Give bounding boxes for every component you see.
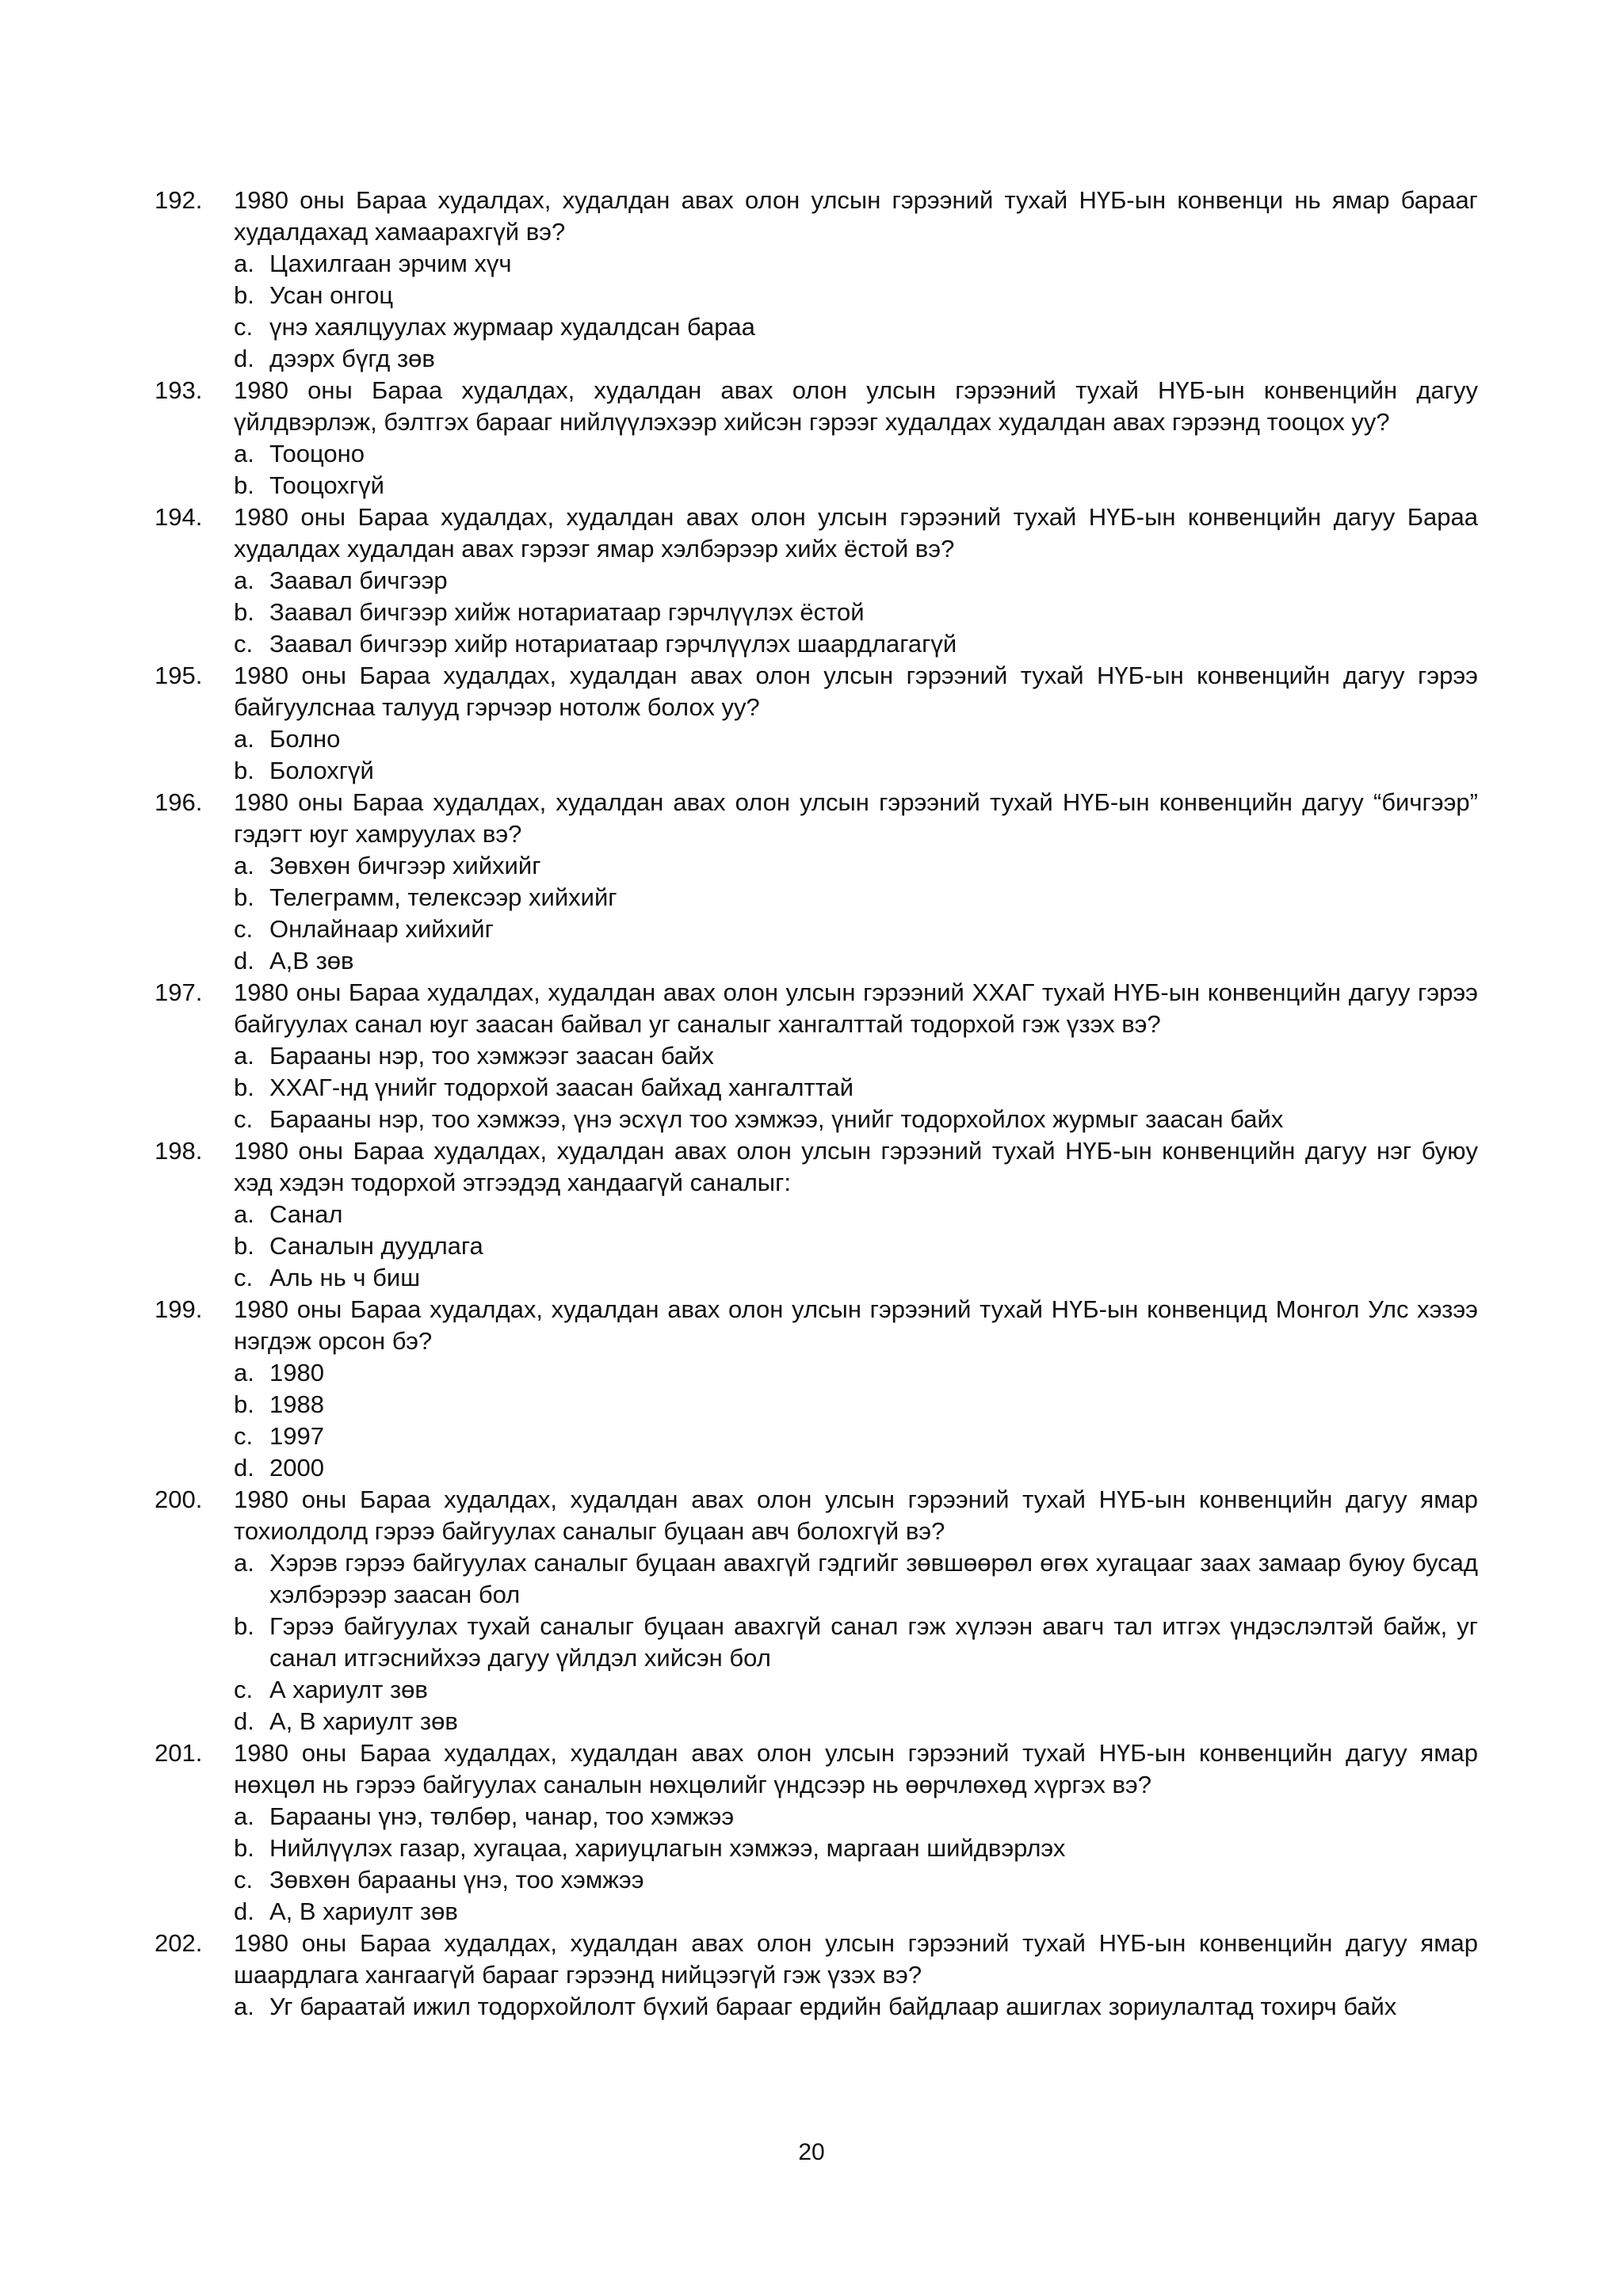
option-letter: d. (234, 1707, 254, 1735)
option-letter: c. (234, 915, 254, 943)
option-text: Заавал бичгээр хийр нотариатаар гэрчлүүлэх шаардлагагүй (269, 630, 957, 658)
answer-option (155, 1262, 1478, 1294)
answer-option (155, 1833, 1478, 1864)
answer-option (155, 1991, 1478, 2023)
option-text: Тооцохгүй (269, 471, 384, 499)
option-letter: b. (234, 883, 254, 911)
answer-option (155, 1040, 1478, 1072)
question-number: 198. (155, 1137, 203, 1165)
option-letter: b. (234, 471, 254, 499)
option-letter: b. (234, 1232, 254, 1260)
option-text: ХХАГ-нд үнийг тодорхой заасан байхад хангалттай (269, 1074, 854, 1101)
answer-options (155, 723, 1478, 787)
answer-option (155, 1801, 1478, 1833)
answer-options (155, 248, 1478, 375)
option-text: Барааны үнэ, төлбөр, чанар, тоо хэмжээ (269, 1802, 735, 1830)
option-text: Барааны нэр, тоо хэмжээ, үнэ эсхүл тоо хэмжээ, үнийг тодорхойлох журмыг заасан байх (269, 1105, 1284, 1133)
option-letter: a. (234, 1200, 254, 1228)
option-text: А, В хариулт зөв (269, 1707, 458, 1735)
question-number: 196. (155, 788, 203, 816)
option-letter: b. (234, 1834, 254, 1862)
question-text: 1980 оны Бараа худалдах, худалдан авах олон улсын гэрээний тухай НҮБ-ын конвенцийн дагуу Бараа худалдах худалдан авах гэрээг ямар хэлбэрээр хийх ёстой вэ? (234, 503, 1478, 563)
answer-option (155, 470, 1478, 502)
answer-option (155, 628, 1478, 660)
option-text: А, В хариулт зөв (269, 1897, 458, 1925)
question-number: 194. (155, 503, 203, 531)
answer-option (155, 343, 1478, 375)
option-letter: d. (234, 1454, 254, 1482)
option-letter: a. (234, 440, 254, 467)
answer-option (155, 1199, 1478, 1230)
answer-option (155, 311, 1478, 343)
question-text: 1980 оны Бараа худалдах, худалдан авах олон улсын гэрээний тухай НҮБ-ын конвенцийн дагуу ямар нөхцөл нь гэрээ байгуулах саналын нөхцөлийг үндсээр нь өөрчлөхөд хүргэх вэ? (234, 1739, 1478, 1798)
answer-option (155, 1072, 1478, 1104)
question-text: 1980 оны Бараа худалдах, худалдан авах олон улсын гэрээний тухай НҮБ-ын конвенцийн дагуу гэрээ байгуулснаа талууд гэрчээр нотолж болох уу? (234, 662, 1478, 721)
option-text: 1988 (269, 1390, 324, 1418)
option-letter: a. (234, 1993, 254, 2020)
question-text: 1980 оны Бараа худалдах, худалдан авах олон улсын гэрээний тухай НҮБ-ын конвенци нь ямар барааг худалдахад хамаарахгүй вэ? (234, 186, 1478, 246)
answer-options (155, 1040, 1478, 1135)
option-text: Уг бараатай ижил тодорхойлолт бүхий барааг ердийн байдлаар ашиглах зориулалтад тохирч байх (269, 1993, 1397, 2020)
answer-options (155, 1991, 1478, 2023)
option-letter: c. (234, 1264, 254, 1291)
answer-option (155, 850, 1478, 882)
option-letter: a. (234, 250, 254, 277)
option-letter: b. (234, 1074, 254, 1101)
answer-option (155, 248, 1478, 280)
answer-option (155, 1674, 1478, 1706)
option-text: Тооцоно (269, 440, 365, 467)
option-text: Усан онгоц (269, 281, 394, 309)
option-letter: b. (234, 1612, 254, 1640)
answer-option (155, 1452, 1478, 1484)
option-text: дээрх бүгд зөв (269, 345, 435, 372)
option-text: Саналын дуудлага (269, 1232, 483, 1260)
option-letter: c. (234, 313, 254, 341)
option-text: Гэрээ байгуулах тухай саналыг буцаан авахгүй санал гэж хүлээн авагч тал итгэх үндэслэлтэй байж, уг санал итгэснийхээ дагуу үйлдэл хийсэн бол (269, 1612, 1478, 1672)
option-text: Зөвхөн барааны үнэ, тоо хэмжээ (269, 1866, 644, 1894)
option-letter: b. (234, 598, 254, 626)
question-item (155, 660, 1478, 723)
option-text: 1980 (269, 1359, 324, 1386)
question-item (155, 1294, 1478, 1357)
option-text: 1997 (269, 1422, 324, 1450)
option-letter: c. (234, 1866, 254, 1894)
answer-options (155, 850, 1478, 977)
option-text: Заавал бичгээр (269, 566, 448, 594)
question-item (155, 1737, 1478, 1801)
option-letter: a. (234, 566, 254, 594)
option-text: A,B зөв (269, 947, 354, 974)
option-letter: b. (234, 757, 254, 784)
option-letter: c. (234, 1422, 254, 1450)
answer-option (155, 882, 1478, 913)
question-item (155, 502, 1478, 565)
question-text: 1980 оны Бараа худалдах, худалдан авах олон улсын гэрээний ХХАГ тухай НҮБ-ын конвенцийн дагуу гэрээ байгуулах санал юуг заасан байвал уг саналыг хангалттай тодорхой гэж үзэх вэ? (234, 978, 1478, 1038)
question-number: 192. (155, 186, 203, 214)
page-number: 20 (798, 2139, 825, 2165)
question-item (155, 375, 1478, 438)
option-text: Нийлүүлэх газар, хугацаа, хариуцлагын хэмжээ, маргаан шийдвэрлэх (269, 1834, 1066, 1862)
question-text: 1980 оны Бараа худалдах, худалдан авах олон улсын гэрээний тухай НҮБ-ын конвенцийн дагуу үйлдвэрлэж, бэлтгэх барааг нийлүүлэхээр хийсэн гэрээг худалдах худалдан авах гэрээнд тооцох уу? (234, 376, 1478, 436)
question-text: 1980 оны Бараа худалдах, худалдан авах олон улсын гэрээний тухай НҮБ-ын конвенцийн дагуу ямар тохиолдолд гэрээ байгуулах саналыг буцаан авч болохгүй вэ? (234, 1486, 1478, 1545)
answer-option (155, 1611, 1478, 1674)
answer-options (155, 438, 1478, 502)
question-text: 1980 оны Бараа худалдах, худалдан авах олон улсын гэрээний тухай НҮБ-ын конвенцийн дагуу “бичгээр” гэдэгт юуг хамруулах вэ? (234, 788, 1478, 848)
question-number: 201. (155, 1739, 203, 1767)
option-text: Аль нь ч биш (269, 1264, 421, 1291)
question-text: 1980 оны Бараа худалдах, худалдан авах олон улсын гэрээний тухай НҮБ-ын конвенцийн дагуу нэг буюу хэд хэдэн тодорхой этгээдэд хандаагүй саналыг: (234, 1137, 1478, 1196)
option-letter: b. (234, 281, 254, 309)
option-text: А хариулт зөв (269, 1676, 428, 1703)
answer-option (155, 755, 1478, 787)
option-text: Болохгүй (269, 757, 374, 784)
answer-options (155, 1547, 1478, 1737)
option-text: Онлайнаар хийхийг (269, 915, 494, 943)
answer-option (155, 438, 1478, 470)
question-list (155, 185, 1478, 2023)
option-letter: a. (234, 1359, 254, 1386)
answer-option (155, 913, 1478, 945)
question-text: 1980 оны Бараа худалдах, худалдан авах олон улсын гэрээний тухай НҮБ-ын конвенцид Монгол Улс хэзээ нэгдэж орсон бэ? (234, 1295, 1478, 1355)
option-letter: c. (234, 1676, 254, 1703)
answer-options (155, 1801, 1478, 1928)
answer-option (155, 597, 1478, 628)
question-text: 1980 оны Бараа худалдах, худалдан авах олон улсын гэрээний тухай НҮБ-ын конвенцийн дагуу ямар шаардлага хангаагүй барааг гэрээнд нийцээгүй гэж үзэх вэ? (234, 1929, 1478, 1989)
option-letter: a. (234, 852, 254, 879)
answer-option (155, 723, 1478, 755)
option-letter: c. (234, 1105, 254, 1133)
question-number: 197. (155, 978, 203, 1006)
option-text: Цахилгаан эрчим хүч (269, 250, 512, 277)
option-letter: c. (234, 630, 254, 658)
option-letter: b. (234, 1390, 254, 1418)
answer-option (155, 280, 1478, 311)
option-text: Болно (269, 725, 341, 753)
answer-options (155, 1357, 1478, 1484)
question-item (155, 1928, 1478, 1991)
option-text: Хэрэв гэрээ байгуулах саналыг буцаан авахгүй гэдгийг зөвшөөрөл өгөх хугацааг заах замаар буюу бусад хэлбэрээр заасан бол (269, 1549, 1478, 1608)
question-number: 200. (155, 1486, 203, 1513)
answer-option (155, 1896, 1478, 1928)
answer-option (155, 1357, 1478, 1389)
answer-options (155, 1199, 1478, 1294)
option-text: Заавал бичгээр хийж нотариатаар гэрчлүүлэх ёстой (269, 598, 865, 626)
option-text: үнэ хаялцуулах журмаар худалдсан бараа (269, 313, 755, 341)
answer-option (155, 1864, 1478, 1896)
question-number: 199. (155, 1295, 203, 1323)
answer-option (155, 945, 1478, 977)
question-item (155, 977, 1478, 1040)
answer-option (155, 1230, 1478, 1262)
question-number: 195. (155, 662, 203, 689)
option-letter: a. (234, 1549, 254, 1577)
answer-option (155, 1547, 1478, 1611)
option-text: Санал (269, 1200, 343, 1228)
answer-option (155, 1104, 1478, 1135)
option-letter: d. (234, 947, 254, 974)
question-number: 193. (155, 376, 203, 404)
option-letter: d. (234, 1897, 254, 1925)
question-item (155, 787, 1478, 850)
option-text: Барааны нэр, тоо хэмжээг заасан байх (269, 1042, 714, 1070)
answer-options (155, 565, 1478, 660)
question-item (155, 1484, 1478, 1547)
option-text: 2000 (269, 1454, 324, 1482)
option-letter: d. (234, 345, 254, 372)
option-letter: a. (234, 1042, 254, 1070)
answer-option (155, 1706, 1478, 1737)
option-text: Зөвхөн бичгээр хийхийг (269, 852, 541, 879)
answer-option (155, 1389, 1478, 1421)
option-letter: a. (234, 1802, 254, 1830)
question-item (155, 1135, 1478, 1199)
answer-option (155, 565, 1478, 597)
option-text: Телеграмм, телексээр хийхийг (269, 883, 617, 911)
question-number: 202. (155, 1929, 203, 1957)
question-item (155, 185, 1478, 248)
option-letter: a. (234, 725, 254, 753)
answer-option (155, 1421, 1478, 1452)
